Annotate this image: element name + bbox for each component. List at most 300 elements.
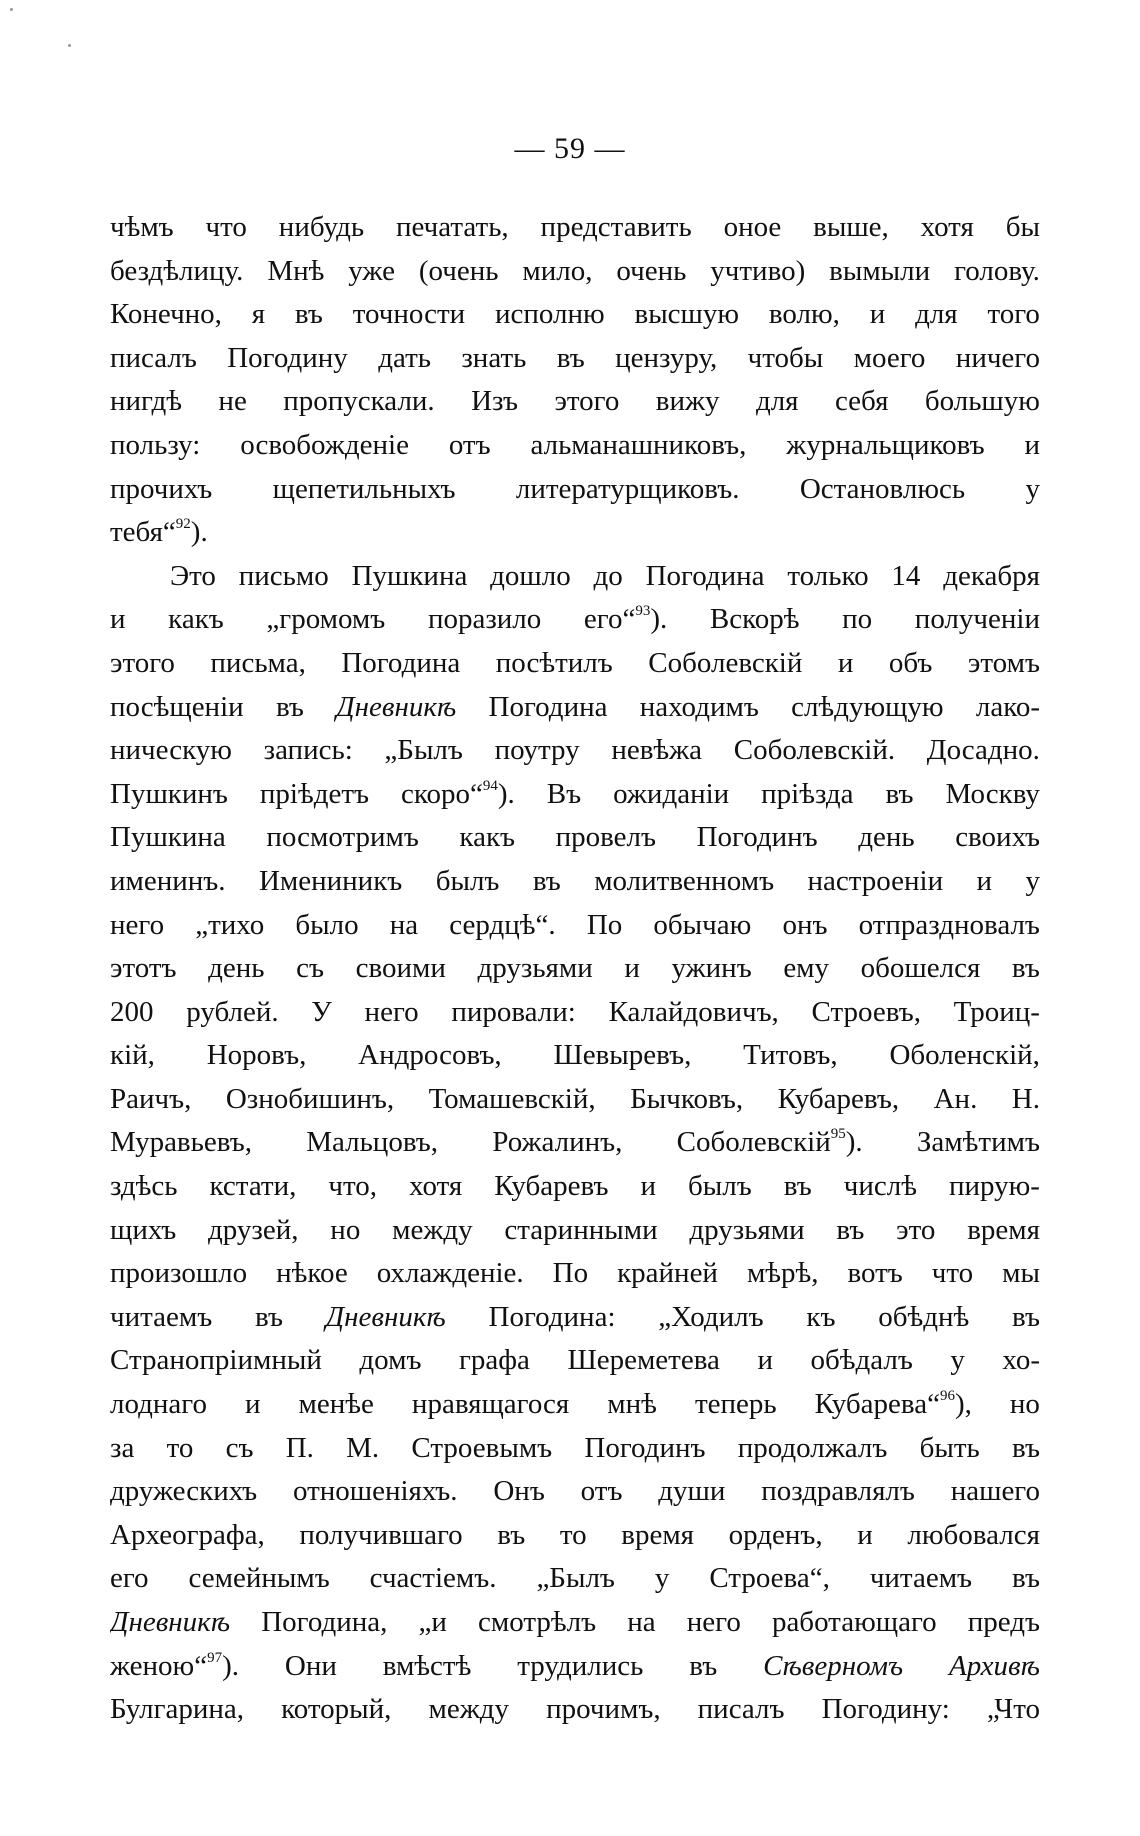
word-text: большую [924,385,1040,418]
text-line [110,1688,1040,1732]
word-text: пользу: [110,428,201,461]
word-text: по [842,603,873,636]
word [110,1209,176,1253]
word [624,947,640,991]
word [330,1209,360,1253]
word [295,293,323,337]
word-text: пирую- [948,1170,1040,1203]
word [812,991,921,1035]
word-text: кстати, [209,1170,297,1203]
word [1012,1296,1040,1340]
word [553,1252,588,1296]
word [490,555,571,599]
word [306,1121,438,1165]
word-text: въ [1012,1562,1040,1595]
word [245,1383,261,1427]
word-text: освобожденіе [240,428,409,461]
word-text: „Былъ [384,734,463,767]
word [110,860,226,904]
word-text: 200 [110,995,154,1028]
word-text: этого [110,646,175,679]
word [489,686,608,730]
text-line [110,1557,1040,1601]
word-text: его [110,1562,149,1595]
text-line [110,1470,1040,1514]
word-text: Соболевскій [648,646,803,679]
text-line [110,860,1040,904]
word-text: „и [418,1606,447,1638]
word-text: то [559,1518,587,1551]
word [477,947,592,991]
word [968,642,1040,686]
word-text: въ [275,690,304,723]
word-text: счастіемъ. [369,1562,497,1595]
word-text: Пушкинъ [110,777,228,810]
word-text: него [686,1606,741,1638]
word [311,991,332,1035]
word [255,1296,283,1340]
word-text: ужинъ [671,952,752,985]
word [377,1252,524,1296]
word-text: что [931,1257,974,1290]
word [293,1470,458,1514]
word [917,1121,1040,1165]
word [836,1209,864,1253]
word [489,1296,616,1340]
word-text: въ [294,298,323,331]
word-text: вижу [655,385,720,418]
word-text: Пушкина [110,821,226,854]
word [653,904,751,948]
word [1002,1252,1040,1296]
word [449,904,555,948]
word [835,380,888,424]
word [110,904,164,948]
word [891,555,920,599]
word [927,729,1040,773]
word-text: въ [885,777,914,810]
word-text: По [586,908,623,941]
word [495,293,605,337]
word [266,598,385,642]
word-text: домъ [359,1344,422,1377]
word [299,1514,462,1558]
text-line [110,1427,1040,1471]
word [110,1383,207,1427]
text-line [110,1601,1040,1645]
word [932,1252,973,1296]
word-text: и [837,646,854,679]
word [259,860,402,904]
word-text: какъ [168,603,224,636]
word-text: и [857,1518,873,1551]
word-text: слѣдующую [791,690,944,723]
word [286,1427,314,1471]
word [326,1296,446,1340]
text-line [110,206,1040,250]
word [921,206,974,250]
word-text: (очень [418,254,499,287]
word [110,1121,252,1165]
word [273,468,456,512]
word [648,642,802,686]
word [459,1339,530,1383]
word [167,1427,194,1471]
word [493,1470,544,1514]
word-text: Шевыревъ, [553,1039,692,1072]
word [1012,1557,1040,1601]
word-text: ожиданіи [613,777,730,810]
word [861,947,981,991]
word [495,729,580,773]
word [419,250,499,294]
word [411,1427,552,1471]
word-text: декабря [943,559,1040,592]
word [844,1165,917,1209]
word [260,773,369,817]
word [461,337,526,381]
word-text: предъ [967,1606,1040,1638]
word-text: лоднаго [110,1388,207,1421]
word-text: находимъ [639,690,759,723]
word [778,1078,900,1122]
word-text: получившаго [299,1518,463,1551]
word-text: быть [919,1431,980,1464]
word-text: Дневникѣ [336,690,457,723]
word [907,1514,1040,1558]
word-text: семейнымъ [188,1562,330,1595]
word [110,380,182,424]
word [607,1383,657,1427]
word-text: Погодина [341,646,461,679]
word [857,1514,873,1558]
word-text: Дневникѣ [110,1606,231,1638]
word [949,1645,1040,1689]
word [807,860,943,904]
word [110,1645,239,1689]
word-text: бы [1005,211,1040,243]
word-text: Булгарина, [110,1693,245,1726]
word [267,250,324,294]
word-text: друзей, [208,1213,299,1246]
word [655,1557,670,1601]
footnote-ref: 95 [830,1126,846,1143]
word [516,468,740,512]
word-text: Н. [1011,1082,1040,1115]
word [747,1252,819,1296]
text-line [110,424,1040,468]
word-text: своими [355,952,446,985]
word [955,816,1040,860]
word-text: Досадно. [926,734,1040,767]
word-text: хотя [920,211,974,243]
word [276,686,304,730]
word [110,947,177,991]
word [658,1296,763,1340]
word [889,642,933,686]
word-text: бездѣлицу. [110,254,244,287]
word [409,1165,462,1209]
word [761,1470,915,1514]
word-text: Это [170,559,216,592]
word-text: учтиво) [710,254,806,287]
word-text: него [364,995,419,1028]
word [189,1557,330,1601]
word-text: Андросовъ, [358,1039,502,1072]
word-text: Вскорѣ [709,603,800,636]
word-suffix: ). [650,603,668,636]
word [815,1383,972,1427]
word-text: ническую [110,734,232,767]
word [429,1688,510,1732]
word [956,337,1040,381]
word-text: въ [1011,1300,1040,1333]
word [1010,1383,1040,1427]
word-text: этомъ [967,646,1040,679]
word-text: своихъ [955,821,1040,854]
word-text: орденъ, [728,1518,823,1551]
word [110,1078,191,1122]
word [920,1427,980,1471]
word [987,1688,1040,1732]
word-text: хотя [409,1170,463,1203]
word [110,1557,149,1601]
word [943,555,1040,599]
word [688,1165,752,1209]
word [110,1034,155,1078]
word-text: въ [1011,952,1040,985]
word-text: оное [723,211,782,243]
word-text: прочихъ [110,472,213,505]
word [967,1209,1040,1253]
word-text: Замѣтимъ [916,1126,1040,1159]
word-text: въ [689,1649,718,1682]
word-text: молитвенномъ [594,864,775,897]
word-text: моего [853,341,926,374]
word [110,424,200,468]
word-text: нашего [950,1475,1040,1508]
scan-speck [10,8,13,11]
word-text: мнѣ [607,1388,657,1421]
word-text: Археографа, [110,1518,265,1551]
word [110,598,126,642]
word-text: былъ [688,1170,752,1203]
text-line [110,1645,1040,1689]
word-text: нибудь [278,211,365,243]
word [328,1165,377,1209]
word [208,1209,298,1253]
word-text: представить [540,211,692,243]
word-text: у [1025,472,1040,505]
word [627,1601,655,1645]
word [206,206,247,250]
word [968,1601,1040,1645]
word-text: и [757,1344,773,1377]
word [1012,947,1040,991]
word-text: старинными [504,1213,658,1246]
word-suffix: ). [497,777,515,810]
word [401,773,515,817]
word-text: альманашниковъ, [530,428,747,461]
word [858,816,914,860]
word [353,293,465,337]
word-text: было [295,908,359,941]
word [769,293,840,337]
word-text: объ [888,646,933,679]
word-text: П. [285,1431,314,1464]
word [870,293,886,337]
word [378,337,431,381]
word-text: день [208,952,265,985]
word-text: отпраздновалъ [858,908,1040,941]
word-text: между [428,1693,510,1726]
word [110,729,232,773]
word [556,816,656,860]
word-text: мило, [522,254,593,287]
word [227,337,348,381]
word [687,1601,741,1645]
word [656,380,720,424]
word-text: знать [461,341,527,374]
footnote-ref: 93 [635,603,651,620]
word [210,1165,297,1209]
word-suffix: ). [190,516,208,549]
word [756,380,799,424]
word-text: въ [532,864,561,897]
word-text: время [967,1213,1040,1246]
word-text: запись: [263,734,353,767]
text-line [110,1165,1040,1209]
word-text: Сѣверномъ [763,1649,904,1682]
word [729,1514,823,1558]
word [584,598,667,642]
word-text: обычаю [653,908,752,941]
word [748,337,824,381]
word [370,1557,497,1601]
word [110,1165,178,1209]
word-text: это [896,1213,936,1246]
word [954,250,1040,294]
word-text: того [987,298,1040,331]
word-text: Погодина, [261,1606,388,1638]
word [782,904,827,948]
word [110,1252,247,1296]
text-line [110,380,1040,424]
word [1002,1339,1040,1383]
text-line [110,337,1040,381]
word-text: Ан. [933,1082,978,1115]
word [110,991,154,1035]
word-text: чѣмъ [110,211,174,243]
word-text: теперь [694,1388,777,1421]
word [412,1383,569,1427]
word-text: писалъ [697,1693,785,1726]
word [547,773,581,817]
word [925,380,1040,424]
word-suffix: ), [954,1388,972,1421]
word [889,1034,1039,1078]
word [384,729,462,773]
word [240,424,409,468]
text-line [110,1252,1040,1296]
word-text: у [1025,864,1040,897]
word-text: Мальцовъ, [306,1126,439,1159]
word-text: сердцѣ“. [449,908,556,941]
word [784,1165,812,1209]
word-text: Погодина [645,559,765,592]
word [530,424,746,468]
word-text: себя [834,385,889,418]
word [168,598,224,642]
word-text: на [627,1606,656,1638]
word [822,1688,950,1732]
text-line [110,1296,1040,1340]
word [811,1339,913,1383]
word [522,250,592,294]
word [536,1557,614,1601]
word [478,1601,596,1645]
word-text: его“ [583,603,636,636]
word [239,555,329,599]
word [541,206,692,250]
word [560,1514,587,1558]
word-text: отъ [580,1475,623,1508]
word-text: отношеніяхъ. [292,1475,458,1508]
word-text: письма, [210,646,306,679]
word-text: Строевъ, [811,995,921,1028]
word-text: невѣжа [611,734,703,767]
word [949,1165,1040,1209]
word-text: какъ [459,821,516,854]
word [336,686,456,730]
word [358,1034,502,1078]
word [210,642,305,686]
word [429,1078,596,1122]
word-text: только [787,559,869,592]
word [813,206,889,250]
word-text: кій, [110,1039,155,1072]
word-text: Остановлюсь [799,472,966,505]
word-text: хо- [1002,1344,1040,1377]
word-text: 14 [891,559,921,592]
word-text: души [658,1475,726,1508]
word-text: исполню [494,298,605,331]
word-text: Мнѣ [267,254,325,287]
word-text: въ [497,1518,526,1551]
word [757,1339,773,1383]
word-text: друзьями [477,952,593,985]
word-text: въ [1012,1431,1040,1464]
word [546,1688,660,1732]
word [646,555,765,599]
word [870,1557,972,1601]
word-text: Соболевскій. [733,734,896,767]
word [283,380,434,424]
word [494,1165,608,1209]
word-text: обошелся [860,952,981,985]
word-text: тебя“ [110,516,176,549]
word-text: щихъ [110,1213,177,1246]
word-text: время [621,1518,695,1551]
word-text: Пушкина [351,559,468,592]
word [587,904,622,948]
word-text: въ [836,1213,865,1246]
word-text: Кубаревъ, [777,1082,900,1115]
word-text: произошло [110,1257,248,1290]
word [763,1645,903,1689]
word [1024,424,1040,468]
word [451,991,576,1035]
